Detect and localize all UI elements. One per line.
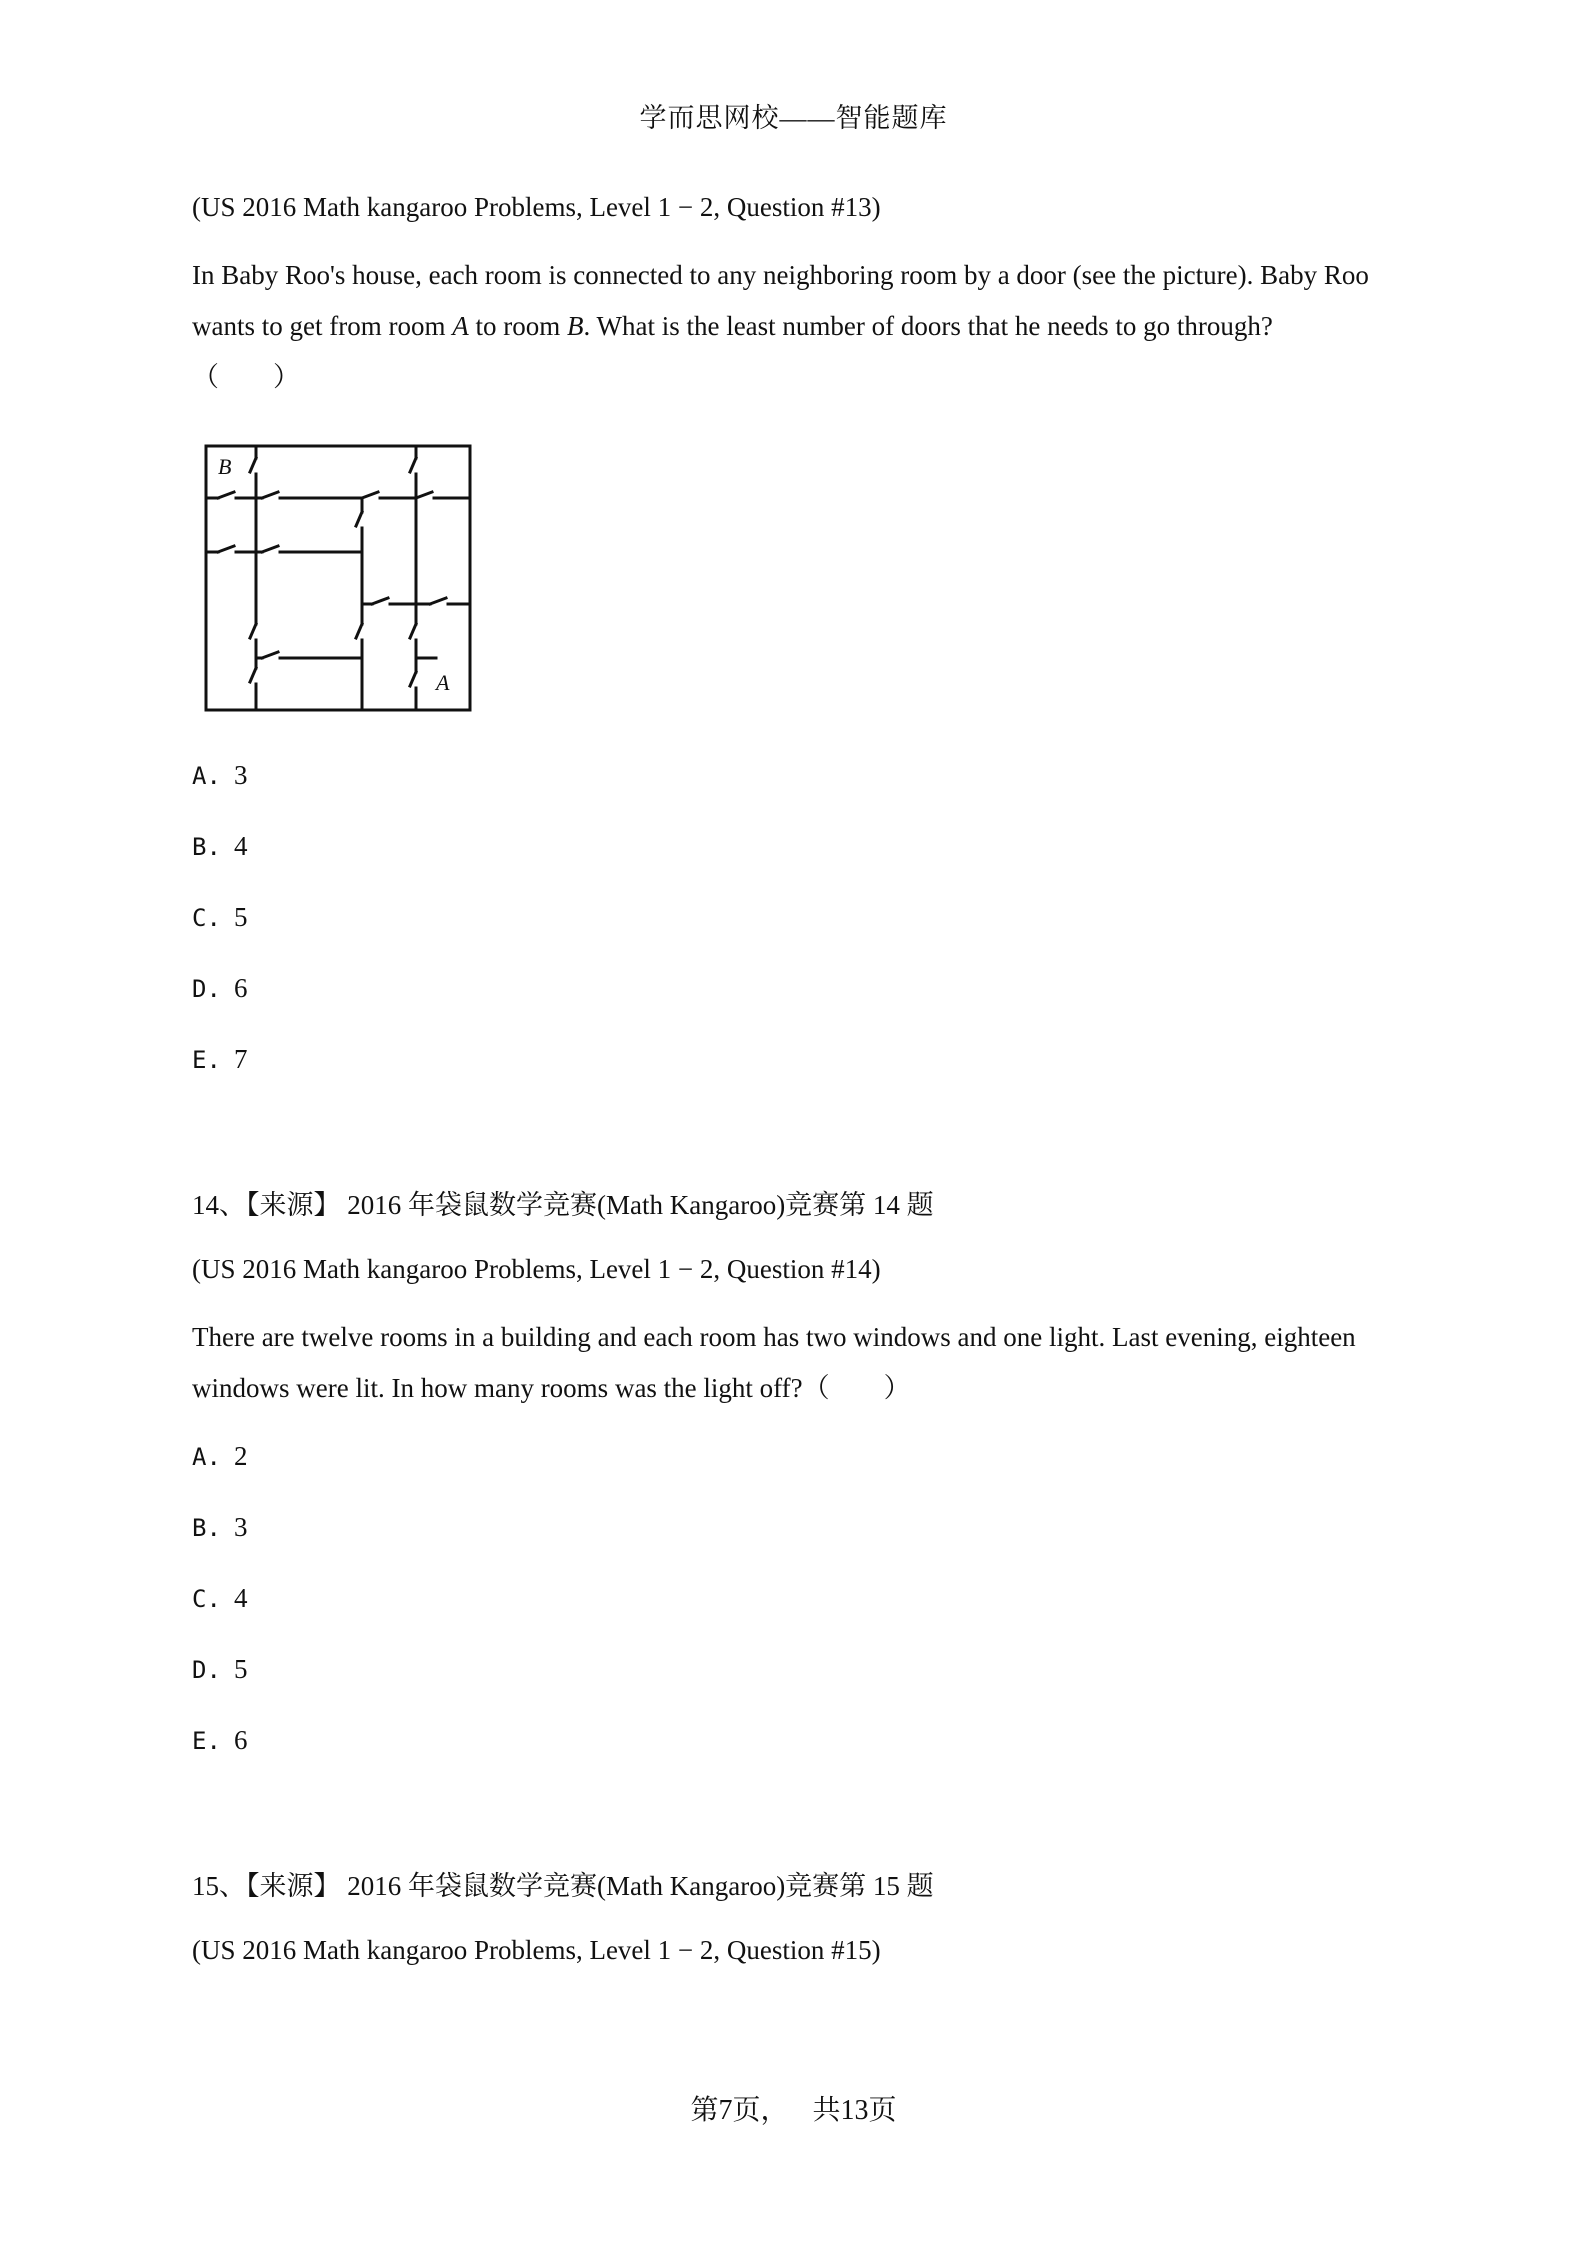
q15-source-line: (US 2016 Math kangaroo Problems, Level 1 − 2, Question #15): [192, 1935, 881, 1965]
q14-option-c[interactable]: [192, 1583, 248, 1614]
option-value: 5: [234, 1654, 248, 1684]
q14-heading: 14、【来源】 2016 年袋鼠数学竞赛(Math Kangaroo)竞赛第 14 题: [192, 1190, 934, 1220]
option-value: 3: [234, 1512, 248, 1542]
option-value: 5: [234, 902, 248, 932]
option-value: 2: [234, 1441, 248, 1471]
q13-option-d[interactable]: [192, 973, 248, 1004]
page-header-title: 学而思网校——智能题库: [639, 103, 948, 133]
option-label: B.: [192, 833, 221, 861]
q13-option-c[interactable]: [192, 902, 248, 933]
house-outer-wall: [206, 446, 470, 710]
q13-text-part1: In Baby Roo's house, each room is connected to any neighboring room by a door (see the picture). Baby Roo wants to get from room: [192, 260, 1369, 341]
q13-answer-blank: （ ）: [192, 362, 300, 392]
page-total: 共13页: [812, 2095, 897, 2126]
option-value: 7: [234, 1044, 248, 1074]
room-b-label: B: [218, 454, 232, 479]
option-label: D.: [192, 1656, 221, 1684]
q13-option-b[interactable]: [192, 831, 248, 862]
option-label: A.: [192, 1443, 221, 1471]
option-label: D.: [192, 975, 221, 1003]
q14-source-line: (US 2016 Math kangaroo Problems, Level 1 − 2, Question #14): [192, 1254, 881, 1284]
q13-source-line: (US 2016 Math kangaroo Problems, Level 1 − 2, Question #13): [192, 192, 881, 222]
room-map-figure: [200, 440, 480, 725]
room-map-svg: [200, 440, 480, 720]
option-label: A.: [192, 762, 221, 790]
q13-option-a[interactable]: [192, 760, 248, 791]
q13-text-part2: to room: [468, 311, 567, 341]
q14-option-b[interactable]: [192, 1512, 248, 1543]
option-label: E.: [192, 1046, 221, 1074]
option-label: E.: [192, 1727, 221, 1755]
option-label: C.: [192, 904, 221, 932]
option-value: 4: [234, 1583, 248, 1613]
room-a-label: A: [436, 670, 450, 695]
page-footer: [0, 2088, 1587, 2128]
q13-var-a: A: [452, 311, 469, 341]
q14-option-a[interactable]: [192, 1441, 248, 1472]
q13-var-b: B: [566, 311, 584, 341]
q13-option-e[interactable]: [192, 1044, 248, 1075]
option-value: 6: [234, 973, 248, 1003]
option-label: C.: [192, 1585, 221, 1613]
q14-question-text: There are twelve rooms in a building and each room has two windows and one light. Last evening, eighteen windows were lit. In how many rooms was the light off?（ ）: [192, 1322, 1356, 1403]
option-value: 6: [234, 1725, 248, 1755]
option-label: B.: [192, 1514, 221, 1542]
q14-option-e[interactable]: [192, 1725, 248, 1756]
q14-option-d[interactable]: [192, 1654, 248, 1685]
option-value: 3: [234, 760, 248, 790]
page-number: 第7页，: [690, 2095, 789, 2126]
q13-text-part3: . What is the least number of doors that he needs to go through?: [583, 311, 1273, 341]
q15-heading: 15、【来源】 2016 年袋鼠数学竞赛(Math Kangaroo)竞赛第 15 题: [192, 1871, 934, 1901]
q13-question-text: [192, 250, 1412, 403]
option-value: 4: [234, 831, 248, 861]
